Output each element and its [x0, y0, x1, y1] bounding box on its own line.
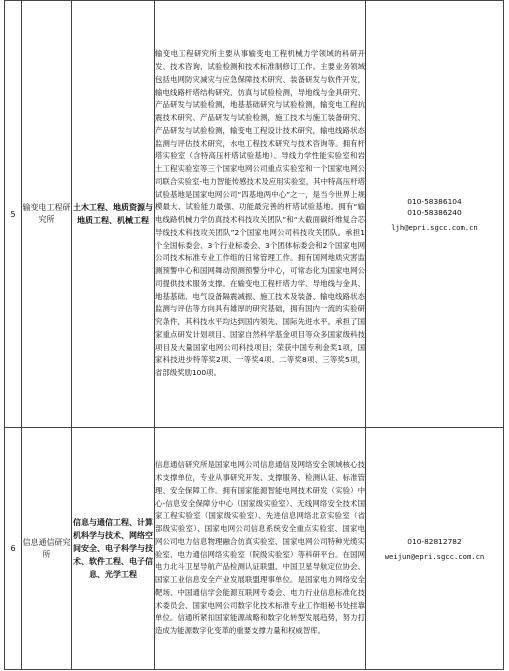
institute-name: 信息通信研究所 [22, 428, 72, 670]
institute-name: 输变电工程研究所 [22, 1, 72, 428]
phone-number: 010-82812782 [407, 536, 462, 546]
phone-number: 010-58386104 [407, 196, 462, 206]
required-majors: 土木工程、地质资源与地质工程、机械工程 [72, 1, 155, 428]
contact-cell [366, 1, 504, 428]
institute-description: 输变电工程研究所主要从事输变电工程机械力学领域的科研开发、技术咨询、试验检测和技术标准制修订工作。主要业务领域包括电网防灾减灾与应急保障技术研究、装备研发与软件开发，输电线路杆塔结构研究、仿真与试验检测，导地线与金具研究、产品研发与试验检测，地基基础研究与试验检测，输变电工程抗震技术研究、产品研发与试验检测，施工技术与施工装备研究、产品研发与试验检测，输变电工程设计技术研究，输电线路状态监测与评估技术研究，水电工程技术研究与技术咨询等。拥有杆塔实验室（含特高压杆塔试验基地）、导线力学性能实验室和岩土工程实验室等三个国家电网公司重点实验室和一个国家电网公司联合实验室-电力智能传感技术及应用实验室，其中特高压杆塔试验基地是国家电网公司“四基地两中心”之一，是当今世界上规模最大、试验能力最强、功能最完善的杆塔试验基地。拥有“输电线路机械力学仿真技术科技攻关团队”和“大截面碳纤维复合芯导线技术科技攻关团队”2个国家电网公司科技攻关团队。承担1个全国标委会、3个行业标委会、3个团体标委会和2个国家电网公司技术标准专业工作组的日常管理工作。拥有国网地质灾害监测预警中心和国网舞动预测预警分中心，可常态化为国家电网公司提供技术服务支撑。在输变电工程杆塔力学、导地线与金具、地基基础、电气设备隔震减振、施工技术及装备、输电线路状态监测与评估等方向具有雄厚的研究基础，拥有国内一流的实验研究条件，其科技水平均达到国内领先、国际先进水平。承担了国家重点研发计划项目、国家自然科学基金项目等众多国家级科技项目及大量国家电网公司科技项目；荣获中国专利金奖1项，国家科技进步特等奖2项、一等奖4项、二等奖8项、三等奖5项，省部级奖励100项。 [155, 1, 366, 428]
required-majors: 信息与通信工程、计算机科学与技术、网络空间安全、电子科学与技术、软件工程、电子信息、光学工程 [72, 428, 155, 670]
research-institutes-table [4, 0, 504, 670]
row-index: 6 [5, 428, 22, 670]
phone-number: 010-58386240 [407, 207, 462, 217]
email-address[interactable]: weijun@epri.sgcc.com.cn [384, 551, 485, 561]
email-address[interactable]: ljh@epri.sgcc.com.cn [391, 222, 478, 232]
table-row [5, 1, 504, 428]
institute-description: 信息通信研究所是国家电网公司信息通信及网络安全领域核心技术支撑单位，专业从事研究开发、支撑服务、检测认证、标准管理、安全保障工作。拥有国家能源智能电网技术研发（实验）中心-信息安全保障分中心（国家级实验室）、无线网络安全技术国家工程实验室（国家级实验室）、先进信息网络北京实验室（省部级实验室）、国家电网公司信息系统安全重点实验室、国家电网公司电力信息物理融合仿真实验室、国家电网公司特种光缆实验室、电力通信网络实验室（院级实验室）等科研平台。在国网电力北斗卫星导航产品检测认证联盟、中国卫星导航定位协会、国家工业信息安全产业发展联盟理事单位。是国家电力网络安全靶场、中国通信学会能源互联网专委会、电力行业信息标准化技术委员会、国家电网公司数字化技术标准专业工作组秘书处挂靠单位。信通所紧扣国家能源战略和数字化转型发展趋势，努力打造成为能源数字化变革的重要支撑力量和权威智库。 [155, 428, 366, 670]
row-index: 5 [5, 1, 22, 428]
contact-cell [366, 428, 504, 670]
table-row [5, 428, 504, 670]
